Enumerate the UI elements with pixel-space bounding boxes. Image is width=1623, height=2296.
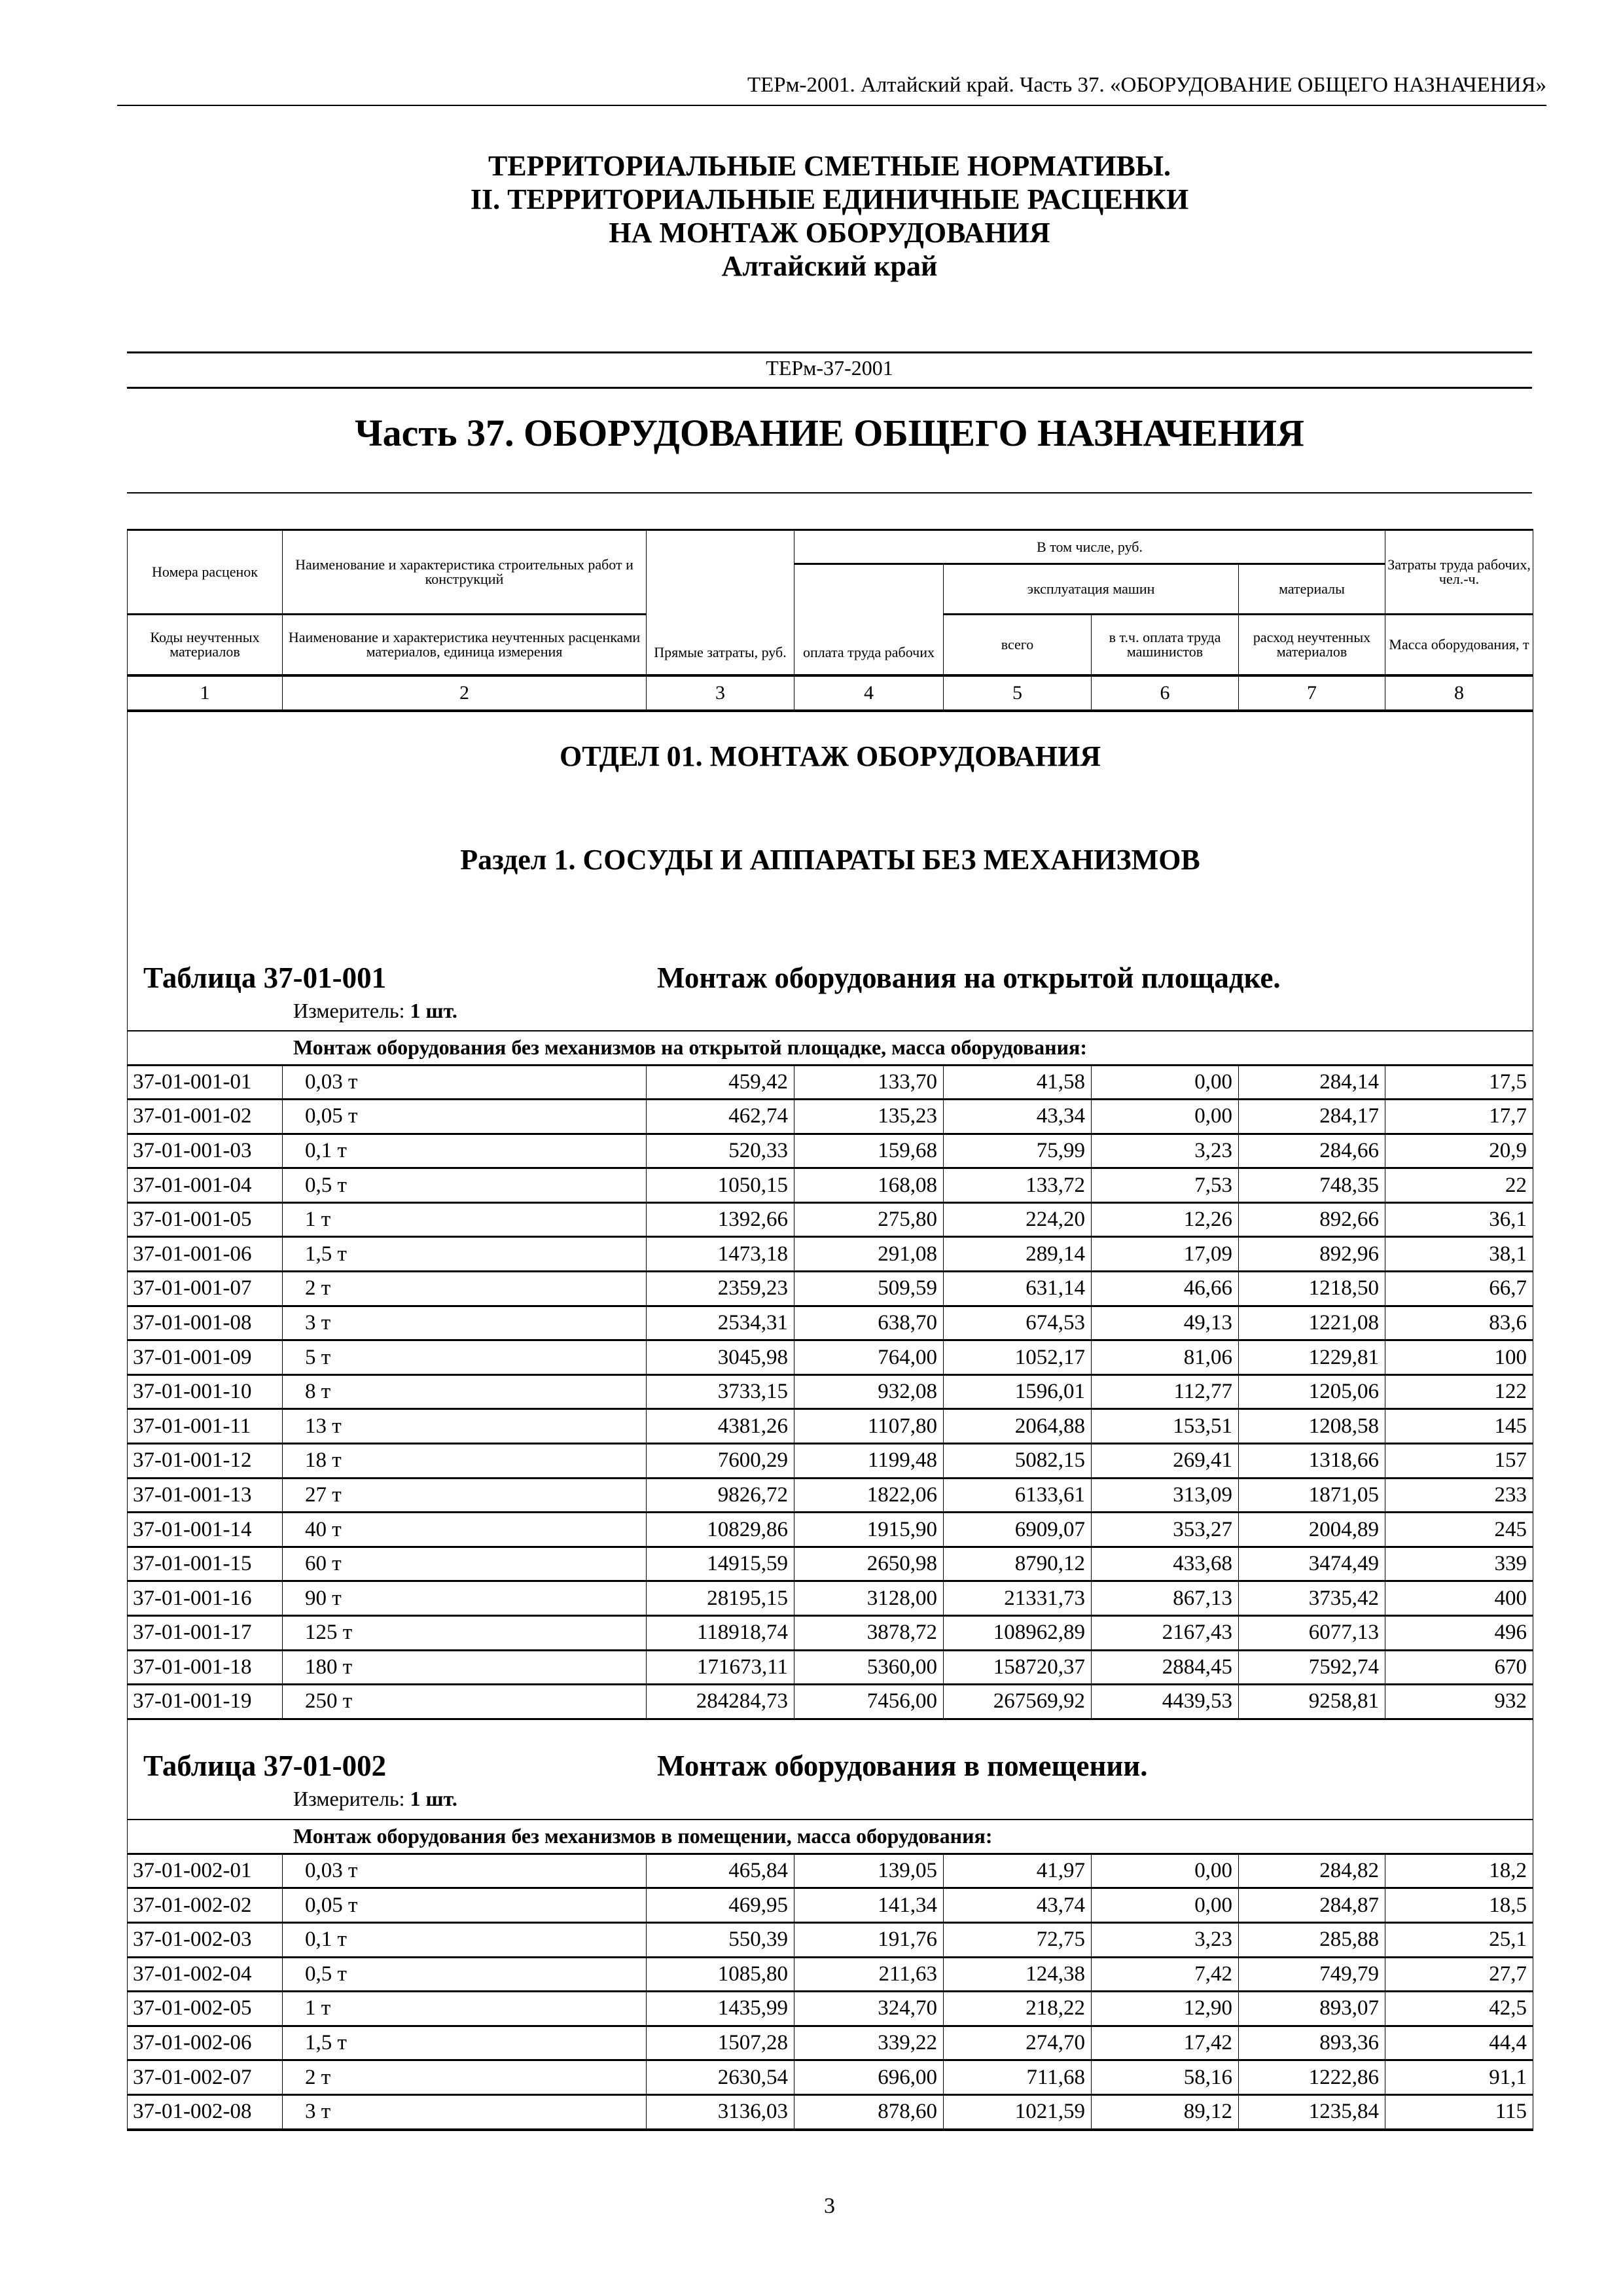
- table-row: [128, 1513, 1533, 1547]
- worker-pay-cell: 764,00: [794, 1340, 944, 1375]
- rate-code-cell: 37-01-002-02: [128, 1888, 283, 1923]
- machines-total-cell: 133,72: [944, 1168, 1092, 1203]
- labor-hours-cell: 91,1: [1385, 2060, 1533, 2095]
- machines-total-cell: 108962,89: [944, 1616, 1092, 1651]
- labor-hours-cell: 18,2: [1385, 1854, 1533, 1888]
- rate-code-cell: 37-01-001-12: [128, 1444, 283, 1479]
- column-number: 3: [647, 675, 794, 711]
- work-description-cell: 0,5 т: [283, 1168, 647, 1203]
- table-subtitle: Монтаж оборудования без механизмов в помещении, масса оборудования:: [128, 1820, 1533, 1854]
- header-unaccounted-materials: расход неучтенных материалов: [1239, 615, 1385, 675]
- table-row: [128, 1065, 1533, 1100]
- section-block: [128, 711, 1533, 1031]
- table-row: [128, 1100, 1533, 1134]
- rate-code-cell: 37-01-002-03: [128, 1922, 283, 1957]
- rate-code-cell: 37-01-001-13: [128, 1478, 283, 1513]
- materials-cell: 284,14: [1239, 1065, 1385, 1100]
- title-line: ТЕРРИТОРИАЛЬНЫЕ СМЕТНЫЕ НОРМАТИВЫ.: [488, 150, 1171, 182]
- work-description-cell: 0,05 т: [283, 1100, 647, 1134]
- labor-hours-cell: 157: [1385, 1444, 1533, 1479]
- worker-pay-cell: 324,70: [794, 1992, 944, 2026]
- header-materials: материалы: [1239, 564, 1385, 615]
- machines-total-cell: 43,34: [944, 1100, 1092, 1134]
- labor-hours-cell: 670: [1385, 1650, 1533, 1685]
- worker-pay-cell: 139,05: [794, 1854, 944, 1888]
- materials-cell: 1208,58: [1239, 1409, 1385, 1444]
- worker-pay-cell: 7456,00: [794, 1685, 944, 1719]
- work-description-cell: 0,03 т: [283, 1854, 647, 1888]
- work-description-cell: 3 т: [283, 2094, 647, 2129]
- labor-hours-cell: 122: [1385, 1374, 1533, 1409]
- materials-cell: 1318,66: [1239, 1444, 1385, 1479]
- direct-costs-cell: 1507,28: [647, 2026, 794, 2060]
- table-row: [128, 1272, 1533, 1306]
- table-row: [128, 1547, 1533, 1581]
- machines-total-cell: 631,14: [944, 1272, 1092, 1306]
- materials-cell: 892,96: [1239, 1237, 1385, 1272]
- work-description-cell: 2 т: [283, 1272, 647, 1306]
- work-description-cell: 60 т: [283, 1547, 647, 1581]
- table-row: [128, 1202, 1533, 1237]
- machinist-pay-cell: 2884,45: [1092, 1650, 1239, 1685]
- machines-total-cell: 158720,37: [944, 1650, 1092, 1685]
- materials-cell: 1229,81: [1239, 1340, 1385, 1375]
- machines-total-cell: 6133,61: [944, 1478, 1092, 1513]
- work-description-cell: 18 т: [283, 1444, 647, 1479]
- column-number: 5: [944, 675, 1092, 711]
- table-row: [128, 1685, 1533, 1719]
- table-row: [128, 1340, 1533, 1375]
- direct-costs-cell: 3733,15: [647, 1374, 794, 1409]
- header-machinist-pay: в т.ч. оплата труда машинистов: [1092, 615, 1239, 675]
- rule: [127, 387, 1532, 389]
- materials-cell: 284,66: [1239, 1134, 1385, 1168]
- direct-costs-cell: 1473,18: [647, 1237, 794, 1272]
- machines-total-cell: 218,22: [944, 1992, 1092, 2026]
- labor-hours-cell: 18,5: [1385, 1888, 1533, 1923]
- machinist-pay-cell: 0,00: [1092, 1100, 1239, 1134]
- header-rate-numbers: Номера расценок: [128, 530, 283, 615]
- materials-cell: 893,07: [1239, 1992, 1385, 2026]
- direct-costs-cell: 3045,98: [647, 1340, 794, 1375]
- column-number: 4: [794, 675, 944, 711]
- work-description-cell: 0,05 т: [283, 1888, 647, 1923]
- table-row: [128, 1888, 1533, 1923]
- table-row: [128, 1306, 1533, 1340]
- machinist-pay-cell: 58,16: [1092, 2060, 1239, 2095]
- worker-pay-cell: 339,22: [794, 2026, 944, 2060]
- labor-hours-cell: 27,7: [1385, 1957, 1533, 1992]
- work-description-cell: 0,1 т: [283, 1134, 647, 1168]
- work-description-cell: 1,5 т: [283, 2026, 647, 2060]
- work-description-cell: 1,5 т: [283, 1237, 647, 1272]
- machines-total-cell: 5082,15: [944, 1444, 1092, 1479]
- header-labor-hours: Затраты труда рабочих, чел.-ч.: [1385, 530, 1533, 615]
- labor-hours-cell: 400: [1385, 1581, 1533, 1616]
- rate-code-cell: 37-01-001-09: [128, 1340, 283, 1375]
- column-number: 8: [1385, 675, 1533, 711]
- labor-hours-cell: 42,5: [1385, 1992, 1533, 2026]
- work-description-cell: 5 т: [283, 1340, 647, 1375]
- header-work-name: Наименование и характеристика строительных работ и конструкций: [283, 530, 647, 615]
- work-description-cell: 180 т: [283, 1650, 647, 1685]
- worker-pay-cell: 509,59: [794, 1272, 944, 1306]
- running-header: ТЕРм-2001. Алтайский край. Часть 37. «ОБОРУДОВАНИЕ ОБЩЕГО НАЗНАЧЕНИЯ»: [747, 73, 1546, 97]
- rate-code-cell: 37-01-001-11: [128, 1409, 283, 1444]
- work-description-cell: 1 т: [283, 1992, 647, 2026]
- title-region: Алтайский край: [721, 250, 938, 282]
- labor-hours-cell: 20,9: [1385, 1134, 1533, 1168]
- rates-table: [127, 529, 1533, 2131]
- column-number: 1: [128, 675, 283, 711]
- table-row: [128, 1616, 1533, 1651]
- direct-costs-cell: 1392,66: [647, 1202, 794, 1237]
- machinist-pay-cell: 0,00: [1092, 1065, 1239, 1100]
- rate-code-cell: 37-01-001-06: [128, 1237, 283, 1272]
- materials-cell: 3735,42: [1239, 1581, 1385, 1616]
- labor-hours-cell: 66,7: [1385, 1272, 1533, 1306]
- rate-code-cell: 37-01-001-14: [128, 1513, 283, 1547]
- table-name: Монтаж оборудования в помещении.: [657, 1749, 1148, 1782]
- machines-total-cell: 289,14: [944, 1237, 1092, 1272]
- machines-total-cell: 711,68: [944, 2060, 1092, 2095]
- table-row: [128, 1581, 1533, 1616]
- materials-cell: 1222,86: [1239, 2060, 1385, 2095]
- machinist-pay-cell: 3,23: [1092, 1134, 1239, 1168]
- table-row: [128, 1237, 1533, 1272]
- worker-pay-cell: 141,34: [794, 1888, 944, 1923]
- table-row: [128, 1444, 1533, 1479]
- direct-costs-cell: 1050,15: [647, 1168, 794, 1203]
- labor-hours-cell: 83,6: [1385, 1306, 1533, 1340]
- worker-pay-cell: 3128,00: [794, 1581, 944, 1616]
- worker-pay-cell: 3878,72: [794, 1616, 944, 1651]
- direct-costs-cell: 2359,23: [647, 1272, 794, 1306]
- machinist-pay-cell: 49,13: [1092, 1306, 1239, 1340]
- machinist-pay-cell: 7,53: [1092, 1168, 1239, 1203]
- direct-costs-cell: 10829,86: [647, 1513, 794, 1547]
- machinist-pay-cell: 46,66: [1092, 1272, 1239, 1306]
- work-description-cell: 3 т: [283, 1306, 647, 1340]
- worker-pay-cell: 211,63: [794, 1957, 944, 1992]
- worker-pay-cell: 291,08: [794, 1237, 944, 1272]
- worker-pay-cell: 696,00: [794, 2060, 944, 2095]
- labor-hours-cell: 932: [1385, 1685, 1533, 1719]
- direct-costs-cell: 28195,15: [647, 1581, 794, 1616]
- machinist-pay-cell: 353,27: [1092, 1513, 1239, 1547]
- document-title: [0, 149, 1623, 283]
- machinist-pay-cell: 112,77: [1092, 1374, 1239, 1409]
- worker-pay-cell: 135,23: [794, 1100, 944, 1134]
- machinist-pay-cell: 2167,43: [1092, 1616, 1239, 1651]
- machines-total-cell: 224,20: [944, 1202, 1092, 1237]
- direct-costs-cell: 284284,73: [647, 1685, 794, 1719]
- table-row: [128, 2026, 1533, 2060]
- direct-costs-cell: 2630,54: [647, 2060, 794, 2095]
- direct-costs-cell: 3136,03: [647, 2094, 794, 2129]
- machinist-pay-cell: 867,13: [1092, 1581, 1239, 1616]
- table-row: [128, 1650, 1533, 1685]
- machines-total-cell: 41,97: [944, 1854, 1092, 1888]
- labor-hours-cell: 145: [1385, 1409, 1533, 1444]
- meter: [293, 1787, 457, 1811]
- rate-code-cell: 37-01-001-19: [128, 1685, 283, 1719]
- table-row: [128, 2094, 1533, 2129]
- work-description-cell: 0,03 т: [283, 1065, 647, 1100]
- rate-code-cell: 37-01-002-04: [128, 1957, 283, 1992]
- rate-code-cell: 37-01-001-10: [128, 1374, 283, 1409]
- worker-pay-cell: 932,08: [794, 1374, 944, 1409]
- part-title: Часть 37. ОБОРУДОВАНИЕ ОБЩЕГО НАЗНАЧЕНИЯ: [355, 412, 1304, 454]
- labor-hours-cell: 245: [1385, 1513, 1533, 1547]
- work-description-cell: 2 т: [283, 2060, 647, 2095]
- machinist-pay-cell: 89,12: [1092, 2094, 1239, 2129]
- rate-code-cell: 37-01-001-04: [128, 1168, 283, 1203]
- machines-total-cell: 75,99: [944, 1134, 1092, 1168]
- header-machines: эксплуатация машин: [944, 564, 1239, 615]
- direct-costs-cell: 7600,29: [647, 1444, 794, 1479]
- machines-total-cell: 124,38: [944, 1957, 1092, 1992]
- materials-cell: 893,36: [1239, 2026, 1385, 2060]
- title-line: НА МОНТАЖ ОБОРУДОВАНИЯ: [609, 217, 1050, 249]
- rate-code-cell: 37-01-001-01: [128, 1065, 283, 1100]
- labor-hours-cell: 100: [1385, 1340, 1533, 1375]
- rule: [127, 351, 1532, 353]
- rate-code-cell: 37-01-001-02: [128, 1100, 283, 1134]
- machinist-pay-cell: 7,42: [1092, 1957, 1239, 1992]
- work-description-cell: 90 т: [283, 1581, 647, 1616]
- header-direct-costs: Прямые затраты, руб.: [647, 530, 794, 675]
- materials-cell: 892,66: [1239, 1202, 1385, 1237]
- machinist-pay-cell: 17,09: [1092, 1237, 1239, 1272]
- machinist-pay-cell: 4439,53: [1092, 1685, 1239, 1719]
- direct-costs-cell: 118918,74: [647, 1616, 794, 1651]
- materials-cell: 748,35: [1239, 1168, 1385, 1203]
- materials-cell: 284,87: [1239, 1888, 1385, 1923]
- table-name: Монтаж оборудования на открытой площадке.: [657, 961, 1281, 994]
- rate-code-cell: 37-01-002-05: [128, 1992, 283, 2026]
- machines-total-cell: 2064,88: [944, 1409, 1092, 1444]
- table-subtitle: Монтаж оборудования без механизмов на открытой площадке, масса оборудования:: [128, 1031, 1533, 1066]
- machines-total-cell: 21331,73: [944, 1581, 1092, 1616]
- materials-cell: 9258,81: [1239, 1685, 1385, 1719]
- machines-total-cell: 1596,01: [944, 1374, 1092, 1409]
- machinist-pay-cell: 433,68: [1092, 1547, 1239, 1581]
- machinist-pay-cell: 12,90: [1092, 1992, 1239, 2026]
- work-description-cell: 250 т: [283, 1685, 647, 1719]
- meter: [293, 999, 457, 1023]
- materials-cell: 1218,50: [1239, 1272, 1385, 1306]
- table-number: Таблица 37-01-002: [143, 1749, 387, 1782]
- worker-pay-cell: 2650,98: [794, 1547, 944, 1581]
- rate-code-cell: 37-01-001-03: [128, 1134, 283, 1168]
- column-number: 6: [1092, 675, 1239, 711]
- work-description-cell: 1 т: [283, 1202, 647, 1237]
- work-description-cell: 8 т: [283, 1374, 647, 1409]
- header-including: В том числе, руб.: [794, 530, 1385, 564]
- meter-value: 1 шт.: [410, 1786, 457, 1810]
- direct-costs-cell: 1085,80: [647, 1957, 794, 1992]
- materials-cell: 285,88: [1239, 1922, 1385, 1957]
- table-row: [128, 1922, 1533, 1957]
- worker-pay-cell: 1915,90: [794, 1513, 944, 1547]
- direct-costs-cell: 469,95: [647, 1888, 794, 1923]
- machinist-pay-cell: 17,42: [1092, 2026, 1239, 2060]
- direct-costs-cell: 550,39: [647, 1922, 794, 1957]
- worker-pay-cell: 168,08: [794, 1168, 944, 1203]
- table-row: [128, 1992, 1533, 2026]
- rate-code-cell: 37-01-001-15: [128, 1547, 283, 1581]
- work-description-cell: 0,5 т: [283, 1957, 647, 1992]
- column-number: 7: [1239, 675, 1385, 711]
- rate-code-cell: 37-01-002-06: [128, 2026, 283, 2060]
- machines-total-cell: 1021,59: [944, 2094, 1092, 2129]
- worker-pay-cell: 638,70: [794, 1306, 944, 1340]
- rate-code-cell: 37-01-001-07: [128, 1272, 283, 1306]
- machines-total-cell: 8790,12: [944, 1547, 1092, 1581]
- worker-pay-cell: 159,68: [794, 1134, 944, 1168]
- section-title: Раздел 1. СОСУДЫ И АППАРАТЫ БЕЗ МЕХАНИЗМОВ: [460, 843, 1200, 876]
- materials-cell: 749,79: [1239, 1957, 1385, 1992]
- machinist-pay-cell: 12,26: [1092, 1202, 1239, 1237]
- machines-total-cell: 274,70: [944, 2026, 1092, 2060]
- worker-pay-cell: 878,60: [794, 2094, 944, 2129]
- machines-total-cell: 1052,17: [944, 1340, 1092, 1375]
- direct-costs-cell: 520,33: [647, 1134, 794, 1168]
- table-row: [128, 1409, 1533, 1444]
- machinist-pay-cell: 0,00: [1092, 1888, 1239, 1923]
- worker-pay-cell: 191,76: [794, 1922, 944, 1957]
- rate-code-cell: 37-01-002-08: [128, 2094, 283, 2129]
- table-row: [128, 2060, 1533, 2095]
- direct-costs-cell: 2534,31: [647, 1306, 794, 1340]
- table-row: [128, 1957, 1533, 1992]
- header-worker-pay: оплата труда рабочих: [794, 564, 944, 675]
- materials-cell: 1235,84: [1239, 2094, 1385, 2129]
- page-number: 3: [824, 2194, 835, 2218]
- work-description-cell: 27 т: [283, 1478, 647, 1513]
- rate-code-cell: 37-01-001-16: [128, 1581, 283, 1616]
- direct-costs-cell: 14915,59: [647, 1547, 794, 1581]
- direct-costs-cell: 459,42: [647, 1065, 794, 1100]
- table-row: [128, 1374, 1533, 1409]
- header-machines-total: всего: [944, 615, 1092, 675]
- labor-hours-cell: 233: [1385, 1478, 1533, 1513]
- machinist-pay-cell: 153,51: [1092, 1409, 1239, 1444]
- machines-total-cell: 43,74: [944, 1888, 1092, 1923]
- worker-pay-cell: 275,80: [794, 1202, 944, 1237]
- rate-code-cell: 37-01-001-18: [128, 1650, 283, 1685]
- rule: [127, 492, 1532, 493]
- materials-cell: 1221,08: [1239, 1306, 1385, 1340]
- header-material-codes: Коды неучтенных материалов: [128, 615, 283, 675]
- labor-hours-cell: 36,1: [1385, 1202, 1533, 1237]
- materials-cell: 284,82: [1239, 1854, 1385, 1888]
- machines-total-cell: 674,53: [944, 1306, 1092, 1340]
- materials-cell: 2004,89: [1239, 1513, 1385, 1547]
- materials-cell: 3474,49: [1239, 1547, 1385, 1581]
- worker-pay-cell: 133,70: [794, 1065, 944, 1100]
- work-description-cell: 40 т: [283, 1513, 647, 1547]
- work-description-cell: 13 т: [283, 1409, 647, 1444]
- column-number: 2: [283, 675, 647, 711]
- work-description-cell: 125 т: [283, 1616, 647, 1651]
- work-description-cell: 0,1 т: [283, 1922, 647, 1957]
- labor-hours-cell: 339: [1385, 1547, 1533, 1581]
- header-material-name: Наименование и характеристика неучтенных расценками материалов, единица измерения: [283, 615, 647, 675]
- materials-cell: 1871,05: [1239, 1478, 1385, 1513]
- rate-code-cell: 37-01-002-07: [128, 2060, 283, 2095]
- direct-costs-cell: 1435,99: [647, 1992, 794, 2026]
- header-rule: [117, 105, 1546, 106]
- table-row: [128, 1168, 1533, 1203]
- materials-cell: 1205,06: [1239, 1374, 1385, 1409]
- materials-cell: 284,17: [1239, 1100, 1385, 1134]
- labor-hours-cell: 44,4: [1385, 2026, 1533, 2060]
- labor-hours-cell: 25,1: [1385, 1922, 1533, 1957]
- machinist-pay-cell: 269,41: [1092, 1444, 1239, 1479]
- machinist-pay-cell: 313,09: [1092, 1478, 1239, 1513]
- table-row: [128, 1478, 1533, 1513]
- title-line: II. ТЕРРИТОРИАЛЬНЫЕ ЕДИНИЧНЫЕ РАСЦЕНКИ: [470, 183, 1189, 215]
- rate-code-cell: 37-01-001-17: [128, 1616, 283, 1651]
- direct-costs-cell: 462,74: [647, 1100, 794, 1134]
- rate-code-cell: 37-01-001-08: [128, 1306, 283, 1340]
- meter-value: 1 шт.: [410, 998, 457, 1022]
- machinist-pay-cell: 3,23: [1092, 1922, 1239, 1957]
- labor-hours-cell: 17,7: [1385, 1100, 1533, 1134]
- meter-label: Измеритель:: [293, 1786, 405, 1810]
- worker-pay-cell: 1199,48: [794, 1444, 944, 1479]
- materials-cell: 6077,13: [1239, 1616, 1385, 1651]
- machinist-pay-cell: 81,06: [1092, 1340, 1239, 1375]
- machines-total-cell: 267569,92: [944, 1685, 1092, 1719]
- labor-hours-cell: 38,1: [1385, 1237, 1533, 1272]
- machines-total-cell: 41,58: [944, 1065, 1092, 1100]
- direct-costs-cell: 171673,11: [647, 1650, 794, 1685]
- worker-pay-cell: 1822,06: [794, 1478, 944, 1513]
- labor-hours-cell: 22: [1385, 1168, 1533, 1203]
- table-number: Таблица 37-01-001: [143, 961, 387, 994]
- table-heading-block: [128, 1719, 1533, 1820]
- direct-costs-cell: 9826,72: [647, 1478, 794, 1513]
- labor-hours-cell: 115: [1385, 2094, 1533, 2129]
- worker-pay-cell: 1107,80: [794, 1409, 944, 1444]
- worker-pay-cell: 5360,00: [794, 1650, 944, 1685]
- machines-total-cell: 6909,07: [944, 1513, 1092, 1547]
- direct-costs-cell: 465,84: [647, 1854, 794, 1888]
- machines-total-cell: 72,75: [944, 1922, 1092, 1957]
- materials-cell: 7592,74: [1239, 1650, 1385, 1685]
- machinist-pay-cell: 0,00: [1092, 1854, 1239, 1888]
- header-equipment-mass: Масса оборудования, т: [1385, 615, 1533, 675]
- table-row: [128, 1854, 1533, 1888]
- direct-costs-cell: 4381,26: [647, 1409, 794, 1444]
- document-code: ТЕРм-37-2001: [766, 356, 893, 380]
- labor-hours-cell: 17,5: [1385, 1065, 1533, 1100]
- rate-code-cell: 37-01-001-05: [128, 1202, 283, 1237]
- meter-label: Измеритель:: [293, 998, 405, 1022]
- rate-code-cell: 37-01-002-01: [128, 1854, 283, 1888]
- labor-hours-cell: 496: [1385, 1616, 1533, 1651]
- table-row: [128, 1134, 1533, 1168]
- department-title: ОТДЕЛ 01. МОНТАЖ ОБОРУДОВАНИЯ: [560, 740, 1101, 772]
